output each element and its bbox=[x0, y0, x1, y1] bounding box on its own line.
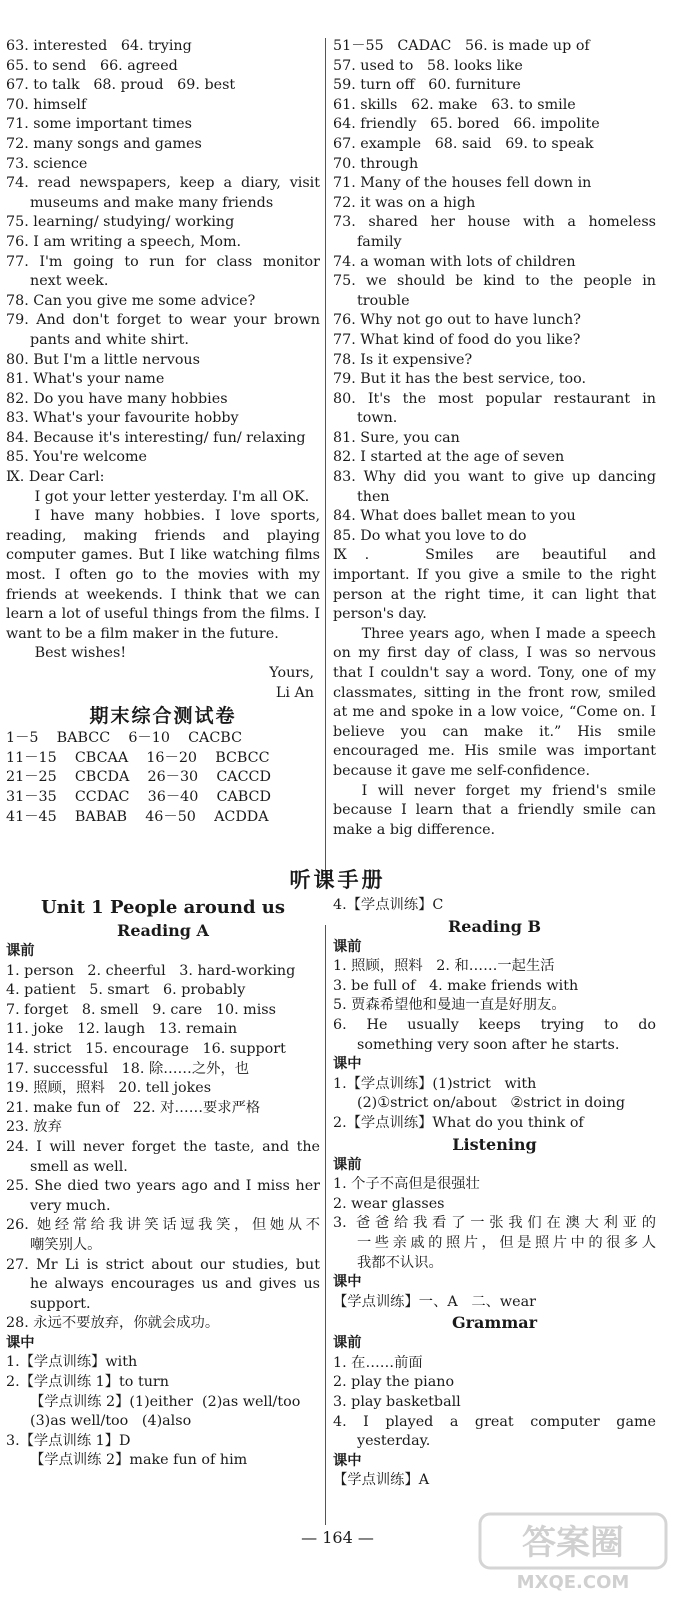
final-test-row: 31－35 CCDAC 36－40 CABCD bbox=[6, 788, 271, 805]
answer-line: next week. bbox=[30, 273, 109, 290]
reading-a-title: Reading A bbox=[117, 921, 209, 940]
page-number: — 164 — bbox=[301, 1528, 374, 1547]
answer-line: 24. I will never forget the taste, and the bbox=[6, 1138, 320, 1155]
answer-line: 65. to send 66. agreed bbox=[6, 57, 178, 74]
answer-line: 4. patient 5. smart 6. probably bbox=[6, 982, 246, 999]
answer-line: (2)①strict on/about ②strict in doing bbox=[357, 1095, 625, 1112]
watermark-url: MXQE.COM bbox=[516, 1572, 630, 1593]
kq-label: 课前 bbox=[6, 943, 35, 959]
letter-header: Ⅸ. Dear Carl: bbox=[6, 469, 105, 486]
answer-line: 61. skills 62. make 63. to smile bbox=[333, 96, 576, 113]
answer-line: 【学点训练 2】(1)either (2)as well/too bbox=[30, 1393, 301, 1410]
letter-sign-yours: Yours, bbox=[269, 665, 314, 681]
answer-line: 11. joke 12. laugh 13. remain bbox=[6, 1021, 238, 1038]
answer-line: 21. make fun of 22. 对……要求严格 bbox=[6, 1099, 261, 1116]
answer-line: 27. Mr Li is strict about our studies, but bbox=[6, 1256, 320, 1273]
answer-line: 72. many songs and games bbox=[6, 135, 202, 152]
right-bottom-column bbox=[333, 896, 656, 1491]
final-test-row: 11－15 CBCAA 16－20 BCBCC bbox=[6, 749, 270, 766]
reading-a-before-class bbox=[6, 962, 320, 1334]
answer-line: 67. to talk 68. proud 69. best bbox=[6, 77, 236, 94]
essay-section bbox=[333, 546, 656, 840]
column-divider-bottom bbox=[325, 925, 326, 1525]
answer-line: 78. Can you give me some advice? bbox=[6, 292, 256, 309]
answer-line: family bbox=[357, 233, 402, 250]
reading-b-in-class bbox=[333, 1075, 656, 1134]
answer-line: 64. friendly 65. bored 66. impolite bbox=[333, 116, 600, 133]
reading-b-before-class bbox=[333, 957, 656, 1055]
answer-line: 77. I'm going to run for class monitor bbox=[6, 253, 320, 270]
answer-line: 63. interested 64. trying bbox=[6, 38, 192, 54]
watermark-logo bbox=[478, 1512, 668, 1594]
answer-line: 28. 永远不要放弃，你就会成功。 bbox=[6, 1315, 220, 1332]
answer-line: 7. forget 8. smell 9. care 10. miss bbox=[6, 1001, 276, 1018]
answer-line: 19. 照顾，照料 20. tell jokes bbox=[6, 1080, 212, 1097]
essay-para-3: I will never forget my friend's smile because I learn that a friendly smile can make a big difference. bbox=[333, 782, 656, 838]
answer-line: 76. Why not go out to have lunch? bbox=[333, 312, 581, 329]
answer-line: very much. bbox=[30, 1197, 111, 1214]
answer-line: 80. But I'm a little nervous bbox=[6, 351, 200, 368]
answer-line: (3)as well/too (4)also bbox=[30, 1413, 192, 1430]
answer-line: support. bbox=[30, 1295, 91, 1312]
answer-line: 26. 她经常给我讲笑话逗我笑，但她从不 bbox=[6, 1217, 320, 1234]
answer-line: 85. Do what you love to do bbox=[333, 527, 527, 544]
answer-line: museums and make many friends bbox=[30, 194, 274, 211]
answer-line: 2. wear glasses bbox=[333, 1195, 445, 1212]
answer-line: 83. Why did you want to give up dancing bbox=[333, 469, 656, 486]
answer-list-right bbox=[333, 37, 656, 546]
answer-line: town. bbox=[357, 410, 398, 427]
answer-line: 76. I am writing a speech, Mom. bbox=[6, 233, 242, 250]
answer-line: 75. learning/ studying/ working bbox=[6, 214, 235, 231]
answer-list-left bbox=[6, 37, 320, 468]
rb-first-line: 4.【学点训练】C bbox=[333, 897, 444, 913]
answer-line: 【学点训练 2】make fun of him bbox=[30, 1452, 248, 1469]
answer-line: he always encourages us and gives us bbox=[30, 1276, 320, 1293]
answer-line: 71. some important times bbox=[6, 116, 192, 133]
answer-line: 3. be full of 4. make friends with bbox=[333, 977, 579, 994]
answer-line: 74. read newspapers, keep a diary, visit bbox=[6, 175, 320, 192]
listening-title: Listening bbox=[452, 1134, 537, 1154]
answer-line: 1.【学点训练】with bbox=[6, 1354, 138, 1371]
left-bottom-column bbox=[6, 896, 320, 1471]
answer-line: trouble bbox=[357, 292, 410, 309]
answer-line: 51－55 CADAC 56. is made up of bbox=[333, 38, 590, 54]
answer-line: 67. example 68. said 69. to speak bbox=[333, 135, 594, 152]
answer-line: 2.【学点训练 1】to turn bbox=[6, 1374, 169, 1391]
answer-line: 82. Do you have many hobbies bbox=[6, 390, 228, 407]
answer-line: 1.【学点训练】(1)strict with bbox=[333, 1075, 537, 1092]
letter-closing: Best wishes! bbox=[34, 645, 127, 662]
answer-line: 72. it was on a high bbox=[333, 194, 476, 211]
answer-line: 1. person 2. cheerful 3. hard-working bbox=[6, 962, 296, 979]
answer-line: pants and white shirt. bbox=[30, 331, 189, 348]
answer-line: 嘲笑别人。 bbox=[30, 1236, 102, 1253]
answer-line: 一些亲戚的照片，但是照片中的很多人 bbox=[357, 1234, 656, 1251]
unit-title: Unit 1 People around us bbox=[40, 897, 286, 918]
essay-label: Ⅸ. bbox=[333, 547, 370, 564]
answer-line: 14. strict 15. encourage 16. support bbox=[6, 1040, 286, 1057]
answer-line: 84. Because it's interesting/ fun/ relaxing bbox=[6, 429, 306, 446]
letter-sign-name: Li An bbox=[275, 684, 314, 701]
letter-para-1: I got your letter yesterday. I'm all OK. bbox=[34, 488, 310, 505]
answer-line: 25. She died two years ago and I miss her bbox=[6, 1178, 320, 1195]
answer-line: 85. You're welcome bbox=[6, 449, 147, 466]
handbook-title: 听课手册 bbox=[289, 868, 386, 892]
answer-line: 57. used to 58. looks like bbox=[333, 57, 523, 74]
essay-para-1: Ⅸ. Smiles are beautiful and important. If you give a smile to the right person at the right time, it can light that person's day. bbox=[333, 547, 656, 623]
answer-line: 6. He usually keeps trying to do bbox=[333, 1016, 656, 1033]
ls-kz-label: 课中 bbox=[333, 1274, 362, 1291]
reading-a-in-class bbox=[6, 1353, 320, 1471]
watermark-text: 答案圈 bbox=[522, 1523, 624, 1563]
answer-line: 23. 放弃 bbox=[6, 1119, 62, 1136]
final-test-row: 21－25 CBCDA 26－30 CACCD bbox=[6, 769, 271, 786]
grammar-title: Grammar bbox=[451, 1313, 538, 1333]
answer-line: something very soon after he starts. bbox=[357, 1036, 620, 1053]
answer-line: 70. himself bbox=[6, 96, 87, 113]
answer-line: yesterday. bbox=[357, 1433, 431, 1450]
answer-line: 3. play basketball bbox=[333, 1394, 461, 1411]
grammar-before-class bbox=[333, 1354, 656, 1452]
final-test-answers bbox=[6, 729, 320, 827]
letter-para-2: I have many hobbies. I love sports, reading, making friends and playing computer games. But I like watching films most. I often go to the movies with my friends at weekends. I think that we can learn a lot of useful things from the films. I want to be a film maker in the future. bbox=[6, 508, 320, 642]
answer-line: 5. 贾森希望他和曼迪一直是好朋友。 bbox=[333, 997, 566, 1014]
answer-line: 75. we should be kind to the people in bbox=[333, 273, 656, 290]
answer-line: 1. 在……前面 bbox=[333, 1354, 423, 1371]
answer-line: 4. I played a great computer game bbox=[333, 1413, 656, 1430]
answer-line: then bbox=[357, 488, 390, 505]
answer-line: 80. It's the most popular restaurant in bbox=[333, 390, 656, 407]
answer-line: 2. play the piano bbox=[333, 1374, 455, 1391]
answer-line: 3. 爸爸给我看了一张我们在澳大利亚的 bbox=[333, 1215, 656, 1232]
answer-line: 74. a woman with lots of children bbox=[333, 253, 576, 270]
answer-line: 我都不认识。 bbox=[357, 1254, 443, 1271]
right-column bbox=[333, 37, 656, 840]
answer-line: 59. turn off 60. furniture bbox=[333, 77, 521, 94]
listening-in-class: 【学点训练】一、A 二、wear bbox=[333, 1293, 536, 1310]
grammar-in-class: 【学点训练】A bbox=[333, 1472, 430, 1489]
essay-para-2: Three years ago, when I made a speech on my first day of class, I was so nervous that I couldn't say a word. Tony, one of my classmates, sitting in the front row, smiled at me and spoke in a low voice, “Come on. I believe you can make it.” His smile encouraged me. His smile was important because it gave me self-confidence. bbox=[333, 625, 656, 779]
final-test-row: 1－5 BABCC 6－10 CACBC bbox=[6, 730, 243, 747]
answer-line: 71. Many of the houses fell down in bbox=[333, 175, 592, 192]
gr-kq-label: 课前 bbox=[333, 1335, 362, 1352]
ls-kq-label: 课前 bbox=[333, 1156, 362, 1173]
final-test-row: 41－45 BABAB 46－50 ACDDA bbox=[6, 808, 269, 825]
final-test-section bbox=[6, 703, 320, 827]
answer-line: 81. Sure, you can bbox=[333, 429, 460, 446]
answer-line: 78. Is it expensive? bbox=[333, 351, 473, 368]
answer-line: smell as well. bbox=[30, 1158, 128, 1175]
answer-line: 82. I started at the age of seven bbox=[333, 449, 565, 466]
answer-line: 2.【学点训练】What do you think of bbox=[333, 1114, 584, 1131]
answer-line: 1. 个子不高但是很强壮 bbox=[333, 1176, 480, 1193]
answer-line: 77. What kind of food do you like? bbox=[333, 331, 581, 348]
answer-line: 84. What does ballet mean to you bbox=[333, 508, 576, 525]
answer-line: 70. through bbox=[333, 155, 419, 172]
answer-line: 79. But it has the best service, too. bbox=[333, 371, 587, 388]
answer-line: 81. What's your name bbox=[6, 371, 165, 388]
answer-line: 79. And don't forget to wear your brown bbox=[6, 312, 320, 329]
rb-kz-label: 课中 bbox=[333, 1056, 362, 1073]
kz-label: 课中 bbox=[6, 1334, 35, 1351]
listening-before-class bbox=[333, 1175, 656, 1273]
final-test-title: 期末综合测试卷 bbox=[89, 705, 237, 728]
answer-line: 3.【学点训练 1】D bbox=[6, 1432, 131, 1449]
letter-section bbox=[6, 468, 320, 703]
answer-line: 73. science bbox=[6, 155, 88, 172]
answer-line: 73. shared her house with a homeless bbox=[333, 214, 656, 231]
answer-line: 1. 照顾，照料 2. 和……一起生活 bbox=[333, 958, 555, 975]
left-column bbox=[6, 37, 320, 827]
answer-line: 83. What's your favourite hobby bbox=[6, 410, 239, 427]
answer-line: 17. successful 18. 除……之外，也 bbox=[6, 1060, 250, 1077]
gr-kz-label: 课中 bbox=[333, 1452, 362, 1469]
reading-b-title: Reading B bbox=[447, 916, 542, 936]
column-divider-top bbox=[325, 38, 326, 878]
rb-kq-label: 课前 bbox=[333, 938, 362, 955]
